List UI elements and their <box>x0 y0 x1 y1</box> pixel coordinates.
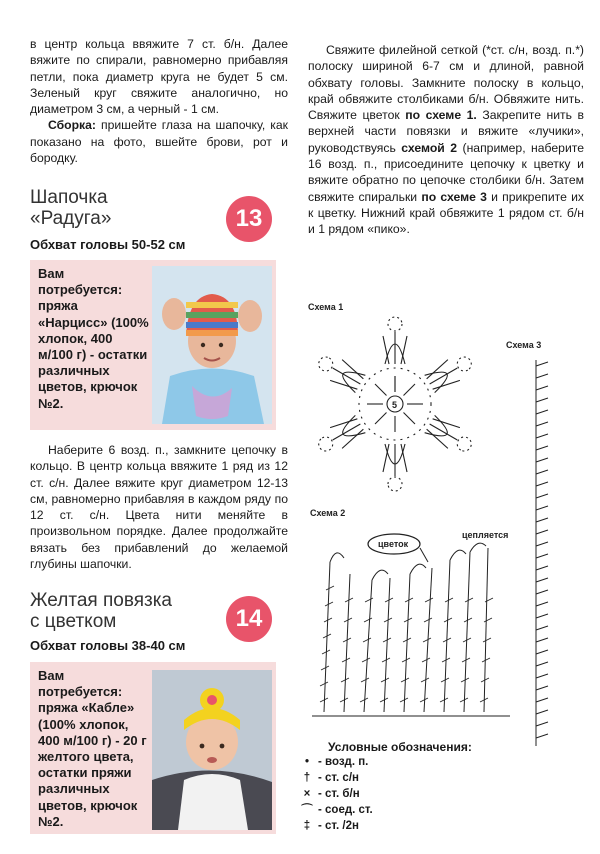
attach-label: цепляется <box>462 530 509 540</box>
project13-title-line2: «Радуга» <box>30 208 112 229</box>
legend-item-text: - ст. /2н <box>318 820 359 832</box>
project14-number-badge: 14 <box>226 596 272 642</box>
legend <box>300 740 500 834</box>
project14-materials-box <box>30 662 276 834</box>
legend-item-text: - соед. ст. <box>318 804 373 816</box>
project13-materials-box <box>30 260 276 430</box>
project14-baby-photo <box>152 670 272 830</box>
assembly-label: Сборка: <box>48 118 96 133</box>
double-crochet-icon: † <box>303 772 311 784</box>
legend-item-tr <box>300 818 500 834</box>
legend-title: Условные обозначения: <box>328 740 472 754</box>
project13-size: Обхват головы 50-52 см <box>30 237 186 252</box>
instr-part-0: Свяжите филейной сеткой (*ст. с/н, возд. п.*) полоску шириной 6-7 см и длиной, равной обхвату головы. Замкните полоску в кольцо, край обвяжите столбиками б/н. Обвяжите нить. Свяжите цветок <box>308 43 584 123</box>
scheme3-diagram <box>506 336 570 756</box>
project13-instructions: Наберите 6 возд. п., замкните цепочку в кольцо. В центр кольца ввяжите 1 ряд из 12 ст. с/н. Далее вяжите круг диаметром 12-13 см, равномерно прибавляя в каждом ряду по 12 ст. с/н. Цвета нити меняйте в произвольном порядке. Далее продолжайте вязать без прибавлений до желаемой глубины шапочки. <box>30 443 288 572</box>
instr-part-5: по схеме 3 <box>421 189 487 204</box>
legend-item-dc <box>300 770 500 786</box>
project13-number-badge: 13 <box>226 196 272 242</box>
flower-label: цветок <box>378 539 409 549</box>
scheme2-label: Схема 2 <box>310 508 346 518</box>
scheme1-diagram <box>300 296 515 486</box>
instr-part-6: и прикрепите их к цветку. Нижний край обвяжите 1 рядом ст. б/н и 1 рядом «пико». <box>308 189 584 237</box>
project14-title <box>30 590 172 632</box>
project13-materials: Вам потребуется: пряжа «Нарцисс» (100% хлопок, 400 м/100 г) - остатки различных цветов, крючок №2. <box>38 266 149 411</box>
instr-part-4: (например, наберите 16 возд. п., присоедините цепочку к цветку и вяжите обратно по цепочке столбики б/н. Затем свяжите спиральки <box>308 140 584 204</box>
scheme1-label: Схема 1 <box>308 302 344 312</box>
instr-part-2: Закрепите нить в верхней части повязки и вяжите «лучики», руководствуясь <box>308 108 584 155</box>
single-crochet-icon: × <box>303 788 311 800</box>
project14-instructions <box>308 42 584 238</box>
assembly-paragraph <box>30 117 288 166</box>
assembly-text: пришейте глаза на шапочку, как показано на фото, вшейте брови, рот и бородку. <box>30 118 288 166</box>
scheme1-center-number: 5 <box>392 400 398 410</box>
legend-item-text: - ст. с/н <box>318 772 359 784</box>
legend-item-slip <box>300 802 500 818</box>
treble-crochet-icon: ‡ <box>303 820 311 832</box>
left-column <box>30 36 288 166</box>
legend-item-text: - возд. п. <box>318 756 369 768</box>
instr-part-3: схемой 2 <box>401 140 458 155</box>
legend-item-chain <box>300 754 500 770</box>
scheme2-diagram <box>300 502 518 722</box>
project14-size: Обхват головы 38-40 см <box>30 638 186 653</box>
project14-materials: Вам потребуется: пряжа «Кабле» (100% хлопок, 400 м/100 г) - 20 г желтого цвета, остатки пряжи различных цветов, крючок №2. <box>38 668 147 829</box>
project14-title-line1: Желтая повязка <box>30 590 172 611</box>
scheme3-label: Схема 3 <box>506 340 542 350</box>
intro-paragraph: в центр кольца ввяжите 7 ст. б/н. Далее вяжите по спирали, равномерно прибавляя петли, пока диаметр круга не будет 5 см. Зеленый круг свяжите аналогично, но диаметром 3 см, а черный - 1 см. <box>30 37 288 117</box>
slip-stitch-icon: ⌒ <box>301 804 313 816</box>
instr-part-1: по схеме 1. <box>405 108 477 123</box>
project13-title <box>30 187 111 229</box>
legend-item-sc <box>300 786 500 802</box>
legend-item-text: - ст. б/н <box>318 788 360 800</box>
project14-title-line2: с цветком <box>30 611 117 632</box>
project13-title-line1: Шапочка <box>30 187 108 208</box>
chain-stitch-icon: • <box>304 756 310 768</box>
project13-child-photo <box>152 266 272 424</box>
